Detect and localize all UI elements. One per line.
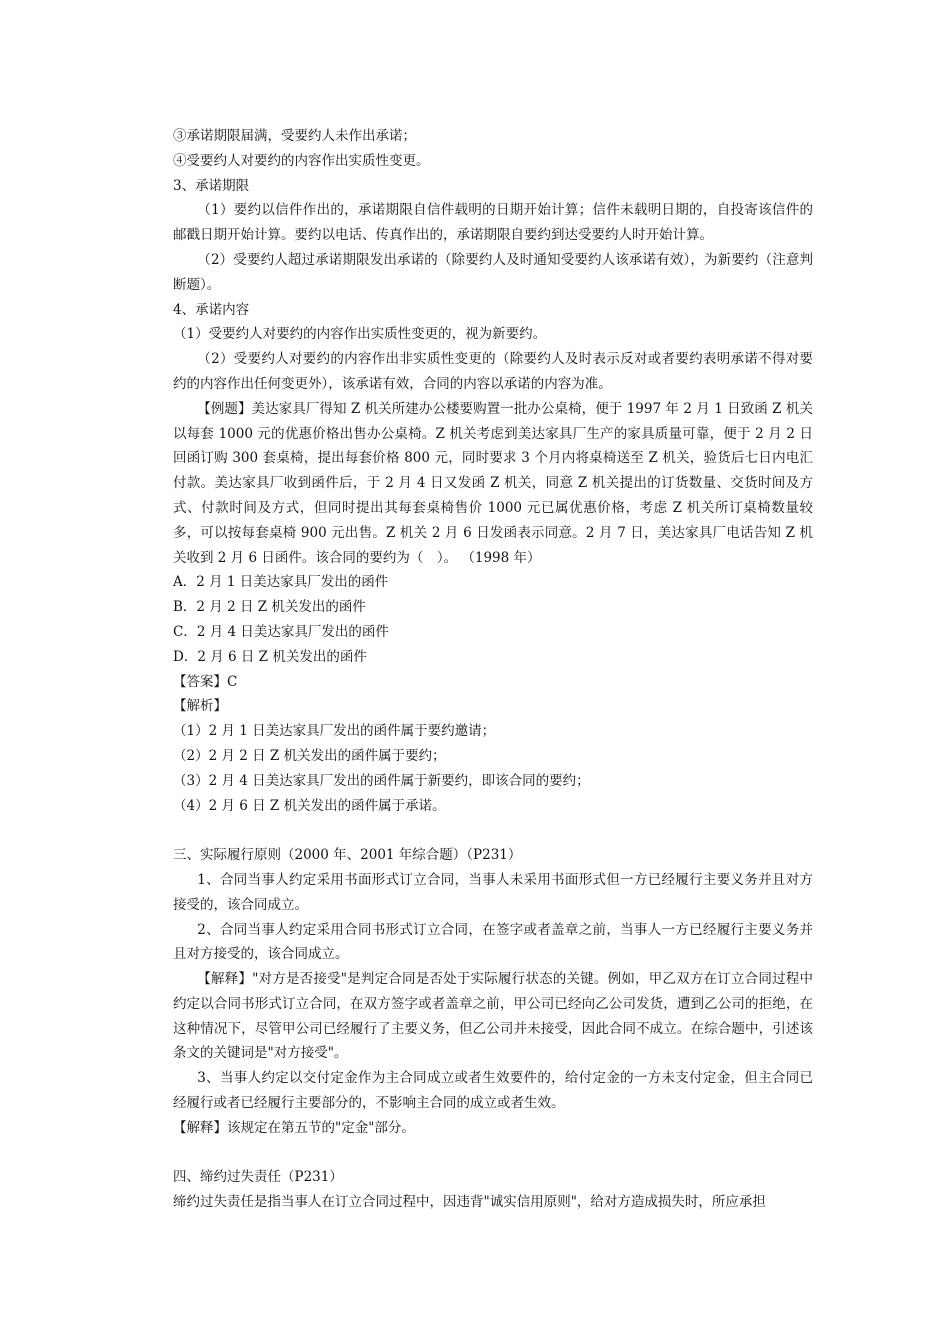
paragraph: 缔约过失责任是指当事人在订立合同过程中，因违背"诚实信用原则"，给对方造成损失时，所应承担 bbox=[173, 1194, 766, 1211]
document-body bbox=[173, 124, 813, 1215]
paragraph: 3、当事人约定以交付定金作为主合同成立或者生效要件的，给付定金的一方未支付定金，但主合同已经履行或者已经履行主要部分的，不影响主合同的成立或者生效。 bbox=[173, 1070, 813, 1112]
paragraph: 【解析】 bbox=[173, 698, 227, 715]
paragraph: D．2 月 6 日 Z 机关发出的函件 bbox=[173, 648, 367, 665]
blank-line bbox=[173, 1141, 813, 1166]
paragraph: 【解释】该规定在第五节的"定金"部分。 bbox=[173, 1119, 415, 1136]
paragraph: （3）2 月 4 日美达家具厂发出的函件属于新要约，即该合同的要约； bbox=[173, 772, 590, 789]
paragraph: 【解释】"对方是否接受"是判定合同是否处于实际履行状态的关键。例如，甲乙双方在订立合同过程中约定以合同书形式订立合同，在双方签字或者盖章之前，甲公司已经向乙公司发货，遭到乙公司的拒绝，在这种情况下，尽管甲公司已经履行了主要义务，但乙公司并未接受，因此合同不成立。在综合题中，引述该条文的关键词是"对方接受"。 bbox=[173, 971, 813, 1062]
paragraph: 2、合同当事人约定采用合同书形式订立合同，在签字或者盖章之前，当事人一方已经履行主要义务并且对方接受的，该合同成立。 bbox=[173, 921, 813, 963]
paragraph: C．2 月 4 日美达家具厂发出的函件 bbox=[173, 623, 389, 640]
paragraph: （4）2 月 6 日 Z 机关发出的函件属于承诺。 bbox=[173, 797, 446, 814]
paragraph: （2）受要约人对要约的内容作出非实质性变更的（除要约人及时表示反对或者要约表明承诺不得对要约的内容作出任何变更外），该承诺有效，合同的内容以承诺的内容为准。 bbox=[173, 351, 813, 392]
paragraph: B．2 月 2 日 Z 机关发出的函件 bbox=[173, 599, 366, 616]
paragraph: 【答案】C bbox=[173, 673, 238, 690]
paragraph: 三、实际履行原则（2000 年、2001 年综合题）（P231） bbox=[173, 847, 522, 864]
paragraph: 1、合同当事人约定采用书面形式订立合同，当事人未采用书面形式但一方已经履行主要义务并且对方接受的，该合同成立。 bbox=[173, 871, 813, 913]
paragraph: （2）2 月 2 日 Z 机关发出的函件属于要约； bbox=[173, 747, 446, 764]
paragraph: A．2 月 1 日美达家具厂发出的函件 bbox=[173, 574, 389, 591]
paragraph: （1）2 月 1 日美达家具厂发出的函件属于要约邀请； bbox=[173, 723, 496, 740]
paragraph: （1）受要约人对要约的内容作出实质性变更的，视为新要约。 bbox=[173, 326, 547, 343]
paragraph: 4、承诺内容 bbox=[173, 301, 250, 318]
paragraph: ④受要约人对要约的内容作出实质性变更。 bbox=[173, 152, 430, 169]
paragraph: 四、缔约过失责任（P231） bbox=[173, 1169, 343, 1186]
paragraph: （1）要约以信件作出的，承诺期限自信件载明的日期开始计算；信件未载明日期的，自投寄该信件的邮戳日期开始计算。要约以电话、传真作出的，承诺期限自要约到达受要约人时开始计算。 bbox=[173, 202, 813, 244]
paragraph: （2）受要约人超过承诺期限发出承诺的（除要约人及时通知受要约人该承诺有效），为新要约（注意判断题）。 bbox=[173, 251, 813, 293]
blank-line bbox=[173, 818, 813, 843]
paragraph: 3、承诺期限 bbox=[173, 177, 250, 194]
paragraph: ③承诺期限届满，受要约人未作出承诺； bbox=[173, 128, 416, 144]
paragraph: 【例题】美达家具厂得知 Z 机关所建办公楼要购置一批办公桌椅，便于 1997 年 2 月 1 日致函 Z 机关以每套 1000 元的优惠价格出售办公桌椅。Z 机关考虑到美达家具厂生产的家具质量可靠，便于 2 月 2 日回函订购 300 套桌椅，提出每套价格 800 元，同时要求 3 个月内将桌椅送至 Z 机关，验货后七日内电汇付款。美达家具厂收到函件后，于 2 月 4 日又发函 Z 机关，同意 Z 机关提出的订货数量、交货时间及方式、付款时间及方式，但同时提出其每套桌椅售价 1000 元已属优惠价格，考虑 Z 机关所订桌椅数量较多，可以按每套桌椅 900 元出售。Z 机关 2 月 6 日发函表示同意。2 月 7 日，美达家具厂电话告知 Z 机关收到 2 月 6 日函件。该合同的要约为（ ）。 （1998 年） bbox=[173, 400, 813, 566]
